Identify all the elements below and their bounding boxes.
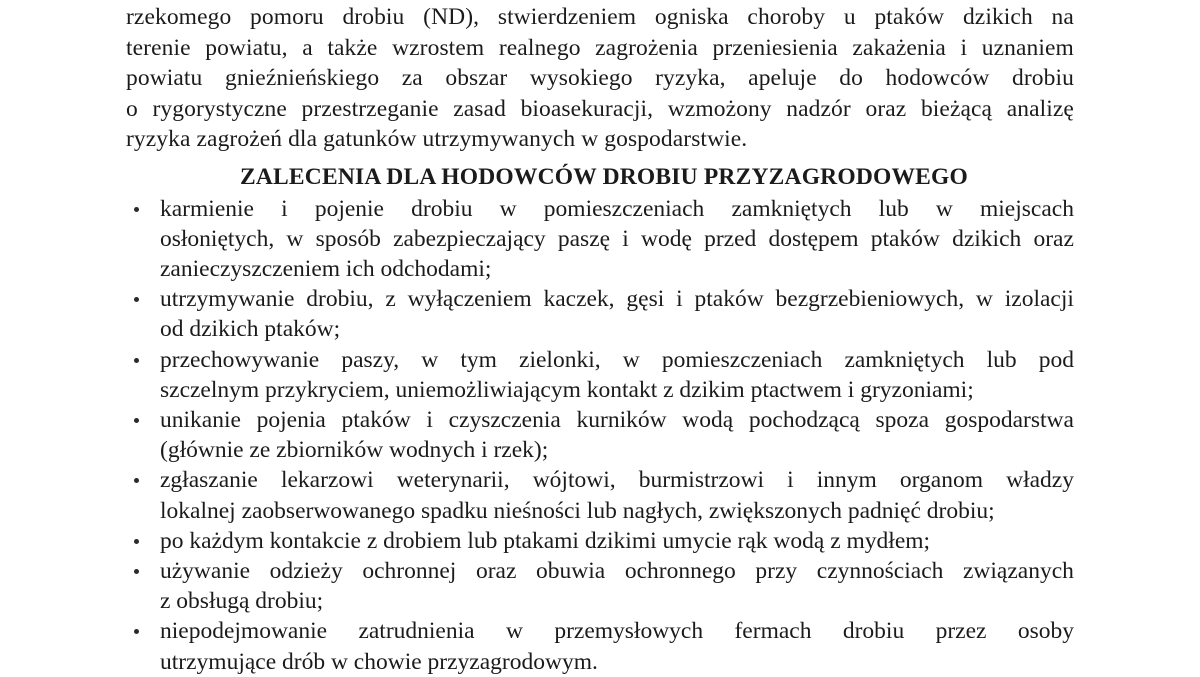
line-word: bieżącą xyxy=(920,95,993,122)
line-word: w xyxy=(499,195,517,222)
section-heading: ZALECENIA DLA HODOWCÓW DROBIU PRZYZAGRODOWEGO xyxy=(239,163,969,190)
line-word: spoza xyxy=(875,406,930,433)
line-word: unikanie xyxy=(160,406,241,433)
line-word: czynnościach xyxy=(816,557,944,584)
line-word: pojenia xyxy=(256,406,326,433)
intro-line xyxy=(126,33,1074,64)
line-word: wójtowi, xyxy=(532,467,616,494)
line-word: osłoniętych, xyxy=(160,225,275,252)
bullet-icon xyxy=(134,539,139,544)
line-word: uznaniem xyxy=(981,34,1074,61)
line-word: w xyxy=(505,618,523,645)
line-word: i xyxy=(676,286,683,313)
list-item-text: z obsługą drobiu; xyxy=(160,588,324,615)
list-item-line xyxy=(160,435,1074,465)
line-word: oraz xyxy=(475,557,517,584)
line-word: w xyxy=(935,195,953,222)
line-word: dostępem xyxy=(768,225,859,252)
line-word: wzrostem xyxy=(392,34,485,61)
line-word: i xyxy=(426,406,433,433)
line-word: powiatu, xyxy=(205,34,288,61)
line-word: apeluje xyxy=(748,65,817,91)
line-word: oraz xyxy=(865,95,907,122)
line-word: analizę xyxy=(1006,95,1074,122)
list-item-line xyxy=(160,526,1074,556)
line-word: zasad xyxy=(453,95,506,122)
line-word: fermach xyxy=(734,618,812,645)
line-word: z xyxy=(385,286,396,313)
line-word: pochodzącą xyxy=(748,406,860,433)
line-word: osoby xyxy=(1017,618,1074,645)
line-word: o xyxy=(126,95,138,122)
line-word: ryzyka, xyxy=(655,65,726,91)
line-word: pomoru xyxy=(250,4,324,30)
line-word: kaczek, xyxy=(543,286,615,313)
list-item-text: zanieczyszczeniem ich odchodami; xyxy=(160,255,492,282)
line-word: za xyxy=(401,65,423,91)
line-word: karmienie xyxy=(160,195,254,222)
line-word: burmistrzowi xyxy=(638,467,765,494)
line-word: wyłączeniem xyxy=(407,286,532,313)
line-word: weterynarii, xyxy=(396,467,510,494)
line-word: u xyxy=(843,4,856,30)
line-word: gnieźnieńskiego xyxy=(224,65,380,91)
line-word: gęsi xyxy=(626,286,665,313)
line-word: ptaków xyxy=(874,4,945,30)
line-word: obuwia xyxy=(536,557,606,584)
line-word: zakażenia xyxy=(852,34,946,61)
line-word: sposób xyxy=(315,225,381,252)
list-item-line xyxy=(160,496,1074,526)
list-item-line xyxy=(160,465,1074,495)
line-word: przeniesienia xyxy=(712,34,838,61)
line-word: drobiu xyxy=(411,195,473,222)
line-word: przestrzeganie xyxy=(301,95,439,122)
intro-line xyxy=(126,94,1074,125)
line-word: przy xyxy=(755,557,798,584)
line-word: tym xyxy=(460,346,497,373)
line-word: nadzór xyxy=(786,95,851,122)
intro-line xyxy=(126,124,1074,155)
list-item-line xyxy=(160,405,1074,435)
line-word: dzikich xyxy=(952,225,1022,252)
line-word: zamkniętych xyxy=(731,195,852,222)
bullet-icon xyxy=(134,629,139,634)
line-word: powiatu xyxy=(126,65,203,91)
line-word: drobiu xyxy=(342,4,405,30)
list-item-text: lokalnej zaobserwowanego spadku nieśności lub nagłych, zwiększonych padnięć drobiu; xyxy=(160,497,995,524)
line-word: zgłaszanie xyxy=(160,467,258,494)
list-item-line xyxy=(160,616,1074,646)
list-item-line xyxy=(160,284,1074,314)
intro-line xyxy=(126,63,1074,94)
intro-paragraph xyxy=(126,0,1074,155)
list-item-line xyxy=(160,556,1074,586)
line-word: (ND), xyxy=(423,4,480,30)
line-word: i xyxy=(622,225,629,252)
list-item xyxy=(126,345,1074,405)
line-word: i xyxy=(281,195,288,222)
line-word: innym xyxy=(816,467,877,494)
list-item xyxy=(126,284,1074,344)
line-word: także xyxy=(327,34,378,61)
line-word: realnego xyxy=(498,34,581,61)
list-item xyxy=(126,465,1074,525)
intro-line xyxy=(126,2,1074,33)
bullet-icon xyxy=(134,569,139,574)
line-word: rygorystyczne xyxy=(152,95,287,122)
bullet-icon xyxy=(134,418,139,423)
line-word: zielonki, xyxy=(519,346,601,373)
list-item xyxy=(126,556,1074,616)
line-word: rzekomego xyxy=(126,4,232,30)
line-word: a xyxy=(302,34,313,61)
line-word: drobiu xyxy=(1012,65,1074,91)
line-word: gospodarstwa xyxy=(944,406,1074,433)
bullet-icon xyxy=(134,207,139,212)
list-item xyxy=(126,526,1074,556)
line-word: kurników xyxy=(576,406,667,433)
line-word: zamkniętych xyxy=(844,346,965,373)
line-word: wzmożony xyxy=(667,95,772,122)
line-word: w xyxy=(421,346,439,373)
line-word: związanych xyxy=(963,557,1074,584)
line-word: paszę xyxy=(557,225,611,252)
line-word: paszy, xyxy=(341,346,400,373)
list-item-text: utrzymujące drób w chowie przyzagrodowym. xyxy=(160,648,598,675)
line-word: drobiu xyxy=(842,618,905,645)
list-item-line xyxy=(160,254,1074,284)
line-word: oraz xyxy=(1033,225,1074,252)
line-word: używanie xyxy=(160,557,251,584)
line-word: ptaków xyxy=(694,286,764,313)
list-item xyxy=(126,405,1074,465)
line-word: drobiu, xyxy=(306,286,374,313)
list-item-line xyxy=(160,314,1074,344)
line-word: pomieszczeniach xyxy=(661,346,823,373)
line-word: utrzymywanie xyxy=(160,286,295,313)
line-word: władzy xyxy=(1006,467,1074,494)
line-word: w xyxy=(975,286,993,313)
line-word: w xyxy=(286,225,304,252)
list-item xyxy=(126,616,1074,676)
line-word: czyszczenia xyxy=(448,406,561,433)
line-word: wodą xyxy=(682,406,734,433)
line-word: stwierdzeniem xyxy=(497,4,637,30)
line-word: na xyxy=(1051,4,1074,30)
line-word: ochronnego xyxy=(624,557,736,584)
line-word: niepodejmowanie xyxy=(160,618,328,645)
line-word: ptaków xyxy=(870,225,940,252)
line-word: ogniska xyxy=(654,4,729,30)
line-word: lekarzowi xyxy=(280,467,374,494)
list-item-line xyxy=(160,647,1074,677)
list-item-line xyxy=(160,224,1074,254)
line-word: przez xyxy=(935,618,987,645)
list-item-text: (głównie ze zbiorników wodnych i rzek); xyxy=(160,437,549,464)
list-item-text: szczelnym przykryciem, uniemożliwiającym kontakt z dzikim ptactwem i gryzoniami; xyxy=(160,376,974,403)
line-word: wodę xyxy=(640,225,692,252)
intro-line-text: ryzyka zagrożeń dla gatunków utrzymywanych w gospodarstwie. xyxy=(126,126,748,152)
line-word: pod xyxy=(1038,346,1074,373)
line-word: zabezpieczający xyxy=(393,225,546,252)
line-word: choroby xyxy=(747,4,826,30)
line-word: pomieszczeniach xyxy=(543,195,705,222)
line-word: ptaków xyxy=(341,406,411,433)
list-item-line xyxy=(160,194,1074,224)
line-word: odzieży xyxy=(269,557,343,584)
line-word: izolacji xyxy=(1004,286,1074,313)
list-item-text: od dzikich ptaków; xyxy=(160,316,341,343)
line-word: organom xyxy=(899,467,984,494)
line-word: i xyxy=(787,467,794,494)
page-bottom-cutoff xyxy=(126,589,886,598)
line-word: bioasekuracji, xyxy=(520,95,654,122)
line-word: do xyxy=(839,65,863,91)
line-word: terenie xyxy=(126,34,191,61)
line-word: obszar xyxy=(445,65,508,91)
list-item xyxy=(126,194,1074,285)
line-word: lub xyxy=(986,346,1017,373)
bullet-icon xyxy=(134,358,139,363)
line-word: przemysłowych xyxy=(554,618,704,645)
line-word: zagrożenia xyxy=(595,34,698,61)
line-word: bezgrzebieniowych, xyxy=(775,286,965,313)
list-item-line xyxy=(160,345,1074,375)
line-word: zatrudnienia xyxy=(358,618,475,645)
line-word: miejscach xyxy=(980,195,1074,222)
line-word: w xyxy=(622,346,640,373)
line-word: przechowywanie xyxy=(160,346,320,373)
bullet-icon xyxy=(134,297,139,302)
recommendations-list xyxy=(126,194,1074,677)
line-word: lub xyxy=(878,195,909,222)
line-word: przed xyxy=(704,225,757,252)
bullet-icon xyxy=(134,478,139,483)
line-word: dzikich xyxy=(962,4,1033,30)
line-word: ochronnej xyxy=(362,557,457,584)
line-word: wysokiego xyxy=(529,65,633,91)
list-item-text: po każdym kontakcie z drobiem lub ptakami dzikimi umycie rąk wodą z mydłem; xyxy=(160,527,931,554)
line-word: hodowców xyxy=(885,65,990,91)
line-word: i xyxy=(960,34,968,61)
list-item-line xyxy=(160,375,1074,405)
line-word: pojenie xyxy=(314,195,384,222)
